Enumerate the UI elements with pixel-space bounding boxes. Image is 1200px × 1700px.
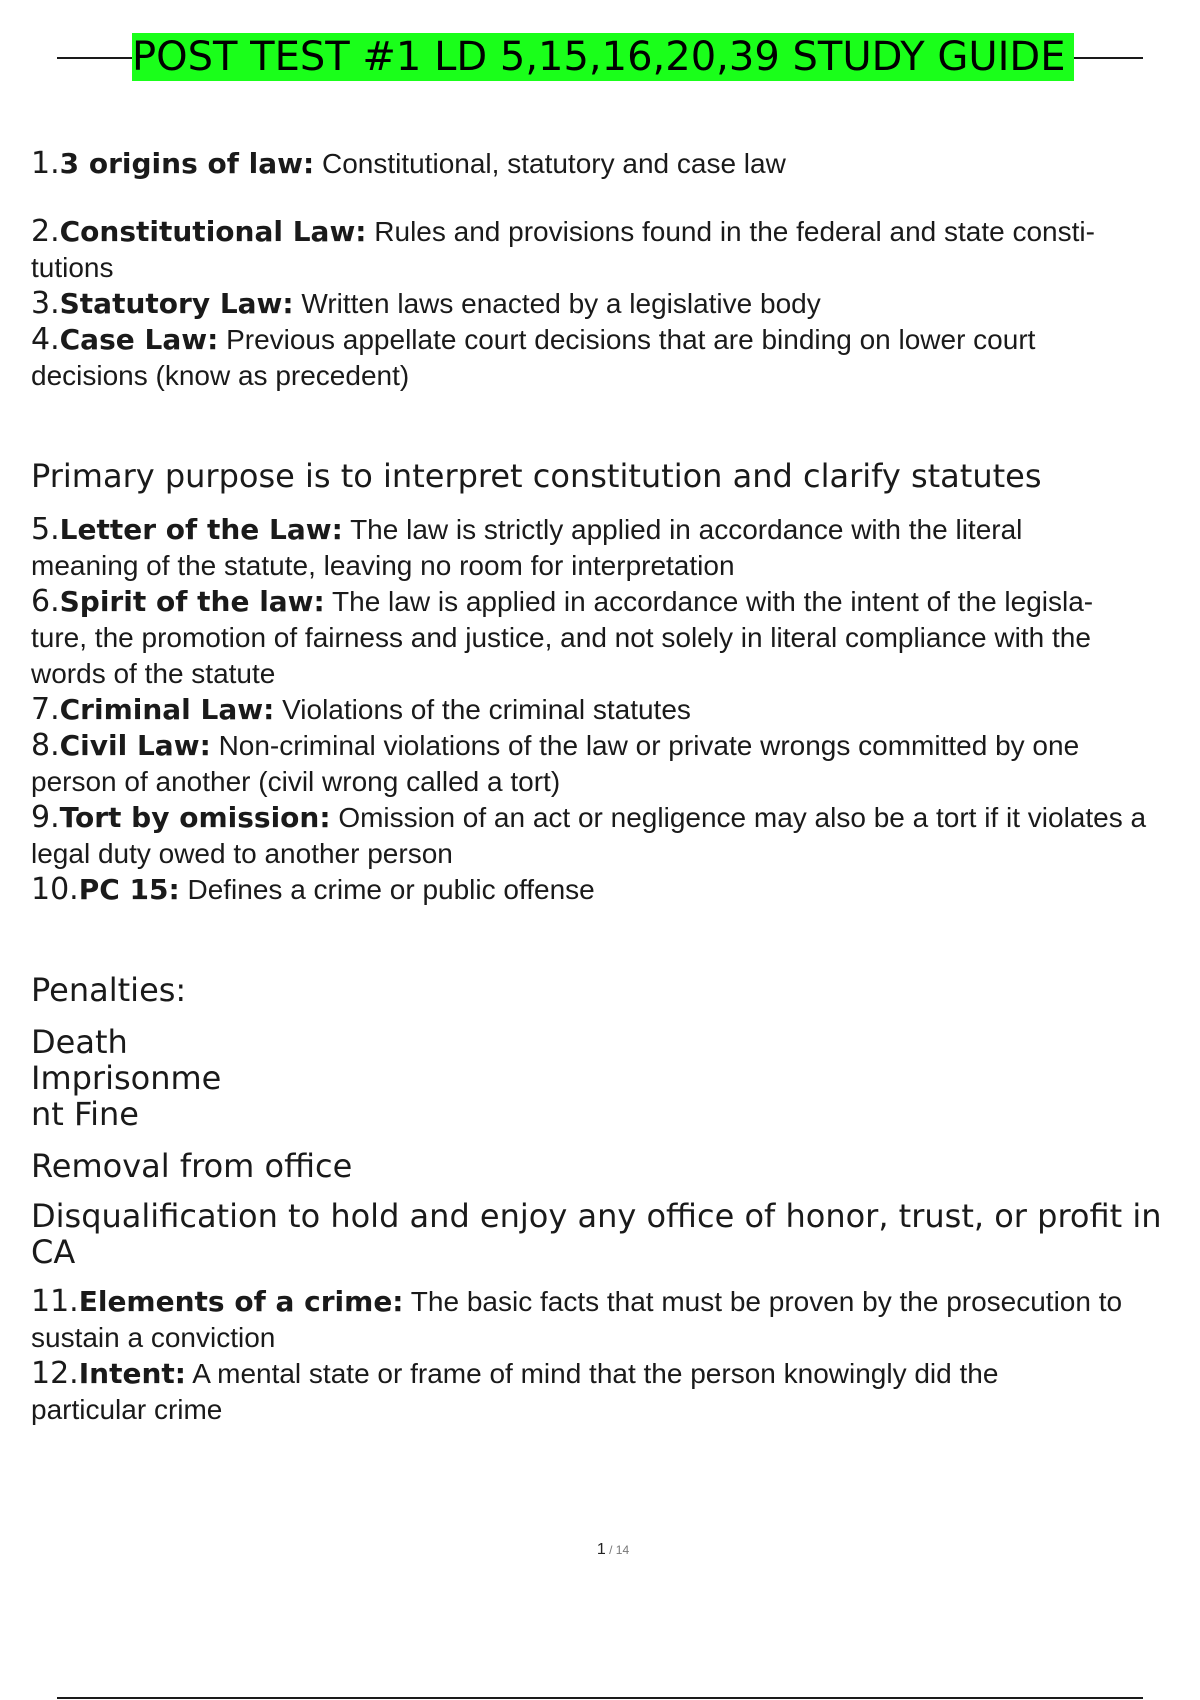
list-item: 9.Tort by omission: Omission of an act or negligence may also be a tort if it violates a xyxy=(31,800,1147,835)
penalty-line: Death xyxy=(31,1023,128,1061)
list-item-continuation: ture, the promotion of fairness and justice, and not solely in literal compliance with the xyxy=(31,622,1091,653)
list-item: 7.Criminal Law: Violations of the criminal statutes xyxy=(31,692,691,727)
penalty-line: Imprisonme xyxy=(31,1059,222,1097)
list-item-continuation: tutions xyxy=(31,252,114,283)
penalties-heading: Penalties: xyxy=(31,971,187,1009)
list-item: 4.Case Law: Previous appellate court decisions that are binding on lower court xyxy=(31,322,1036,357)
list-item: 6.Spirit of the law: The law is applied in accordance with the intent of the legisla- xyxy=(31,584,1094,619)
list-item-continuation: legal duty owed to another person xyxy=(31,838,453,869)
list-item-continuation: meaning of the statute, leaving no room for interpretation xyxy=(31,550,735,581)
study-guide-content xyxy=(31,146,1200,1428)
list-item: 5.Letter of the Law: The law is strictly applied in accordance with the literal xyxy=(31,512,1023,547)
list-item: 11.Elements of a crime: The basic facts that must be proven by the prosecution to xyxy=(31,1284,1123,1319)
list-item: 3.Statutory Law: Written laws enacted by a legislative body xyxy=(31,286,821,321)
list-item-continuation: words of the statute xyxy=(31,658,276,689)
document-title: POST TEST #1 LD 5,15,16,20,39 STUDY GUIDE xyxy=(132,33,1074,81)
page-current: 1 xyxy=(596,1541,606,1558)
page-total: / 14 xyxy=(605,1543,630,1557)
penalty-line: Disqualification to hold and enjoy any office of honor, trust, or profit in xyxy=(31,1197,1162,1235)
list-item: 12.Intent: A mental state or frame of mind that the person knowingly did the xyxy=(31,1356,999,1391)
bottom-rule xyxy=(57,1697,1143,1699)
penalty-line: Removal from office xyxy=(31,1147,353,1185)
list-item: 8.Civil Law: Non-criminal violations of the law or private wrongs committed by one xyxy=(31,728,1080,763)
page-number xyxy=(0,1541,1200,1559)
list-item-continuation: particular crime xyxy=(31,1394,223,1425)
list-item: 10.PC 15: Defines a crime or public offense xyxy=(31,872,595,907)
list-item-continuation: sustain a conviction xyxy=(31,1322,276,1353)
list-item: 2.Constitutional Law: Rules and provisions found in the federal and state consti- xyxy=(31,214,1095,249)
list-item-continuation: decisions (know as precedent) xyxy=(31,360,410,391)
penalty-line: CA xyxy=(31,1233,76,1271)
list-item-continuation: person of another (civil wrong called a tort) xyxy=(31,766,561,797)
list-item: 1.3 origins of law: Constitutional, statutory and case law xyxy=(31,146,786,181)
case-law-purpose-note: Primary purpose is to interpret constitution and clarify statutes xyxy=(31,457,1042,495)
penalty-line: nt Fine xyxy=(31,1095,139,1133)
